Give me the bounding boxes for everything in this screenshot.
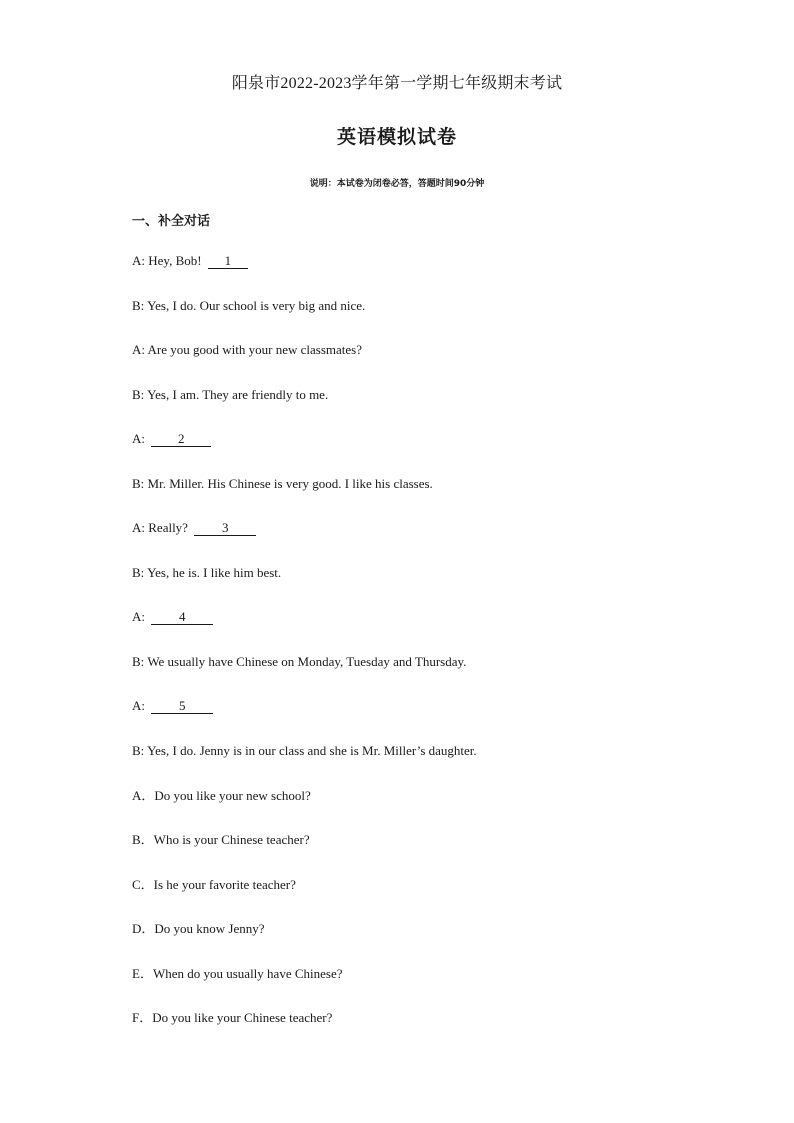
- option-letter: B．: [132, 832, 154, 847]
- exam-subtitle: 英语模拟试卷: [336, 126, 457, 148]
- dialogue-text: Are you good with your new classmates?: [147, 342, 362, 357]
- dialogue-text: Yes, I do. Our school is very big and nice.: [147, 298, 366, 313]
- answer-blank[interactable]: 4: [151, 610, 213, 625]
- answer-blank[interactable]: 3: [194, 521, 256, 536]
- answer-blank[interactable]: 2: [151, 432, 211, 447]
- option-text: Who is your Chinese teacher?: [153, 832, 310, 847]
- option-text: Do you know Jenny?: [154, 921, 265, 936]
- option-item[interactable]: [132, 966, 343, 982]
- exam-instructions: 说明：本试卷为闭卷必答，答题时间90分钟: [309, 179, 485, 189]
- dialogue-line: [132, 431, 211, 447]
- dialogue-text: Really?: [148, 520, 188, 535]
- section-heading: 一、补全对话: [132, 214, 211, 229]
- option-text: When do you usually have Chinese?: [152, 966, 343, 981]
- speaker-label: A:: [132, 253, 145, 268]
- speaker-label: A:: [132, 698, 145, 713]
- option-item[interactable]: [132, 921, 265, 937]
- dialogue-text: Yes, I do. Jenny is in our class and she is Mr. Miller’s daughter.: [147, 743, 477, 758]
- dialogue-line: [132, 565, 281, 581]
- dialogue-line: [132, 743, 477, 759]
- dialogue-text: Yes, he is. I like him best.: [147, 565, 282, 580]
- option-letter: C．: [132, 877, 154, 892]
- option-letter: D．: [132, 921, 155, 936]
- option-item[interactable]: [132, 788, 311, 804]
- dialogue-line: [132, 298, 365, 314]
- option-item[interactable]: [132, 832, 310, 848]
- dialogue-text: Mr. Miller. His Chinese is very good. I like his classes.: [147, 476, 433, 491]
- dialogue-text: We usually have Chinese on Monday, Tuesday and Thursday.: [147, 654, 467, 669]
- dialogue-line: [132, 342, 362, 358]
- speaker-label: A:: [132, 342, 145, 357]
- speaker-label: B:: [132, 654, 145, 669]
- answer-blank[interactable]: 1: [208, 254, 248, 269]
- option-letter: A．: [132, 788, 155, 803]
- option-item[interactable]: [132, 877, 296, 893]
- dialogue-line: [132, 520, 256, 536]
- speaker-label: A:: [132, 520, 145, 535]
- answer-blank[interactable]: 5: [151, 699, 213, 714]
- speaker-label: B:: [132, 476, 145, 491]
- speaker-label: B:: [132, 565, 145, 580]
- dialogue-line: [132, 253, 248, 269]
- exam-title: 阳泉市2022-2023学年第一学期七年级期末考试: [231, 75, 563, 92]
- option-letter: F．: [132, 1010, 153, 1025]
- dialogue-text: Hey, Bob!: [148, 253, 202, 268]
- speaker-label: A:: [132, 431, 145, 446]
- option-item[interactable]: [132, 1010, 332, 1026]
- dialogue-line: [132, 609, 213, 625]
- dialogue-line: [132, 654, 466, 670]
- dialogue-line: [132, 476, 433, 492]
- speaker-label: B:: [132, 387, 145, 402]
- speaker-label: B:: [132, 298, 145, 313]
- speaker-label: B:: [132, 743, 145, 758]
- option-text: Do you like your Chinese teacher?: [152, 1010, 333, 1025]
- speaker-label: A:: [132, 609, 145, 624]
- option-text: Is he your favorite teacher?: [153, 877, 296, 892]
- dialogue-text: Yes, I am. They are friendly to me.: [147, 387, 329, 402]
- option-letter: E．: [132, 966, 153, 981]
- dialogue-line: [132, 387, 328, 403]
- option-text: Do you like your new school?: [154, 788, 311, 803]
- dialogue-line: [132, 698, 213, 714]
